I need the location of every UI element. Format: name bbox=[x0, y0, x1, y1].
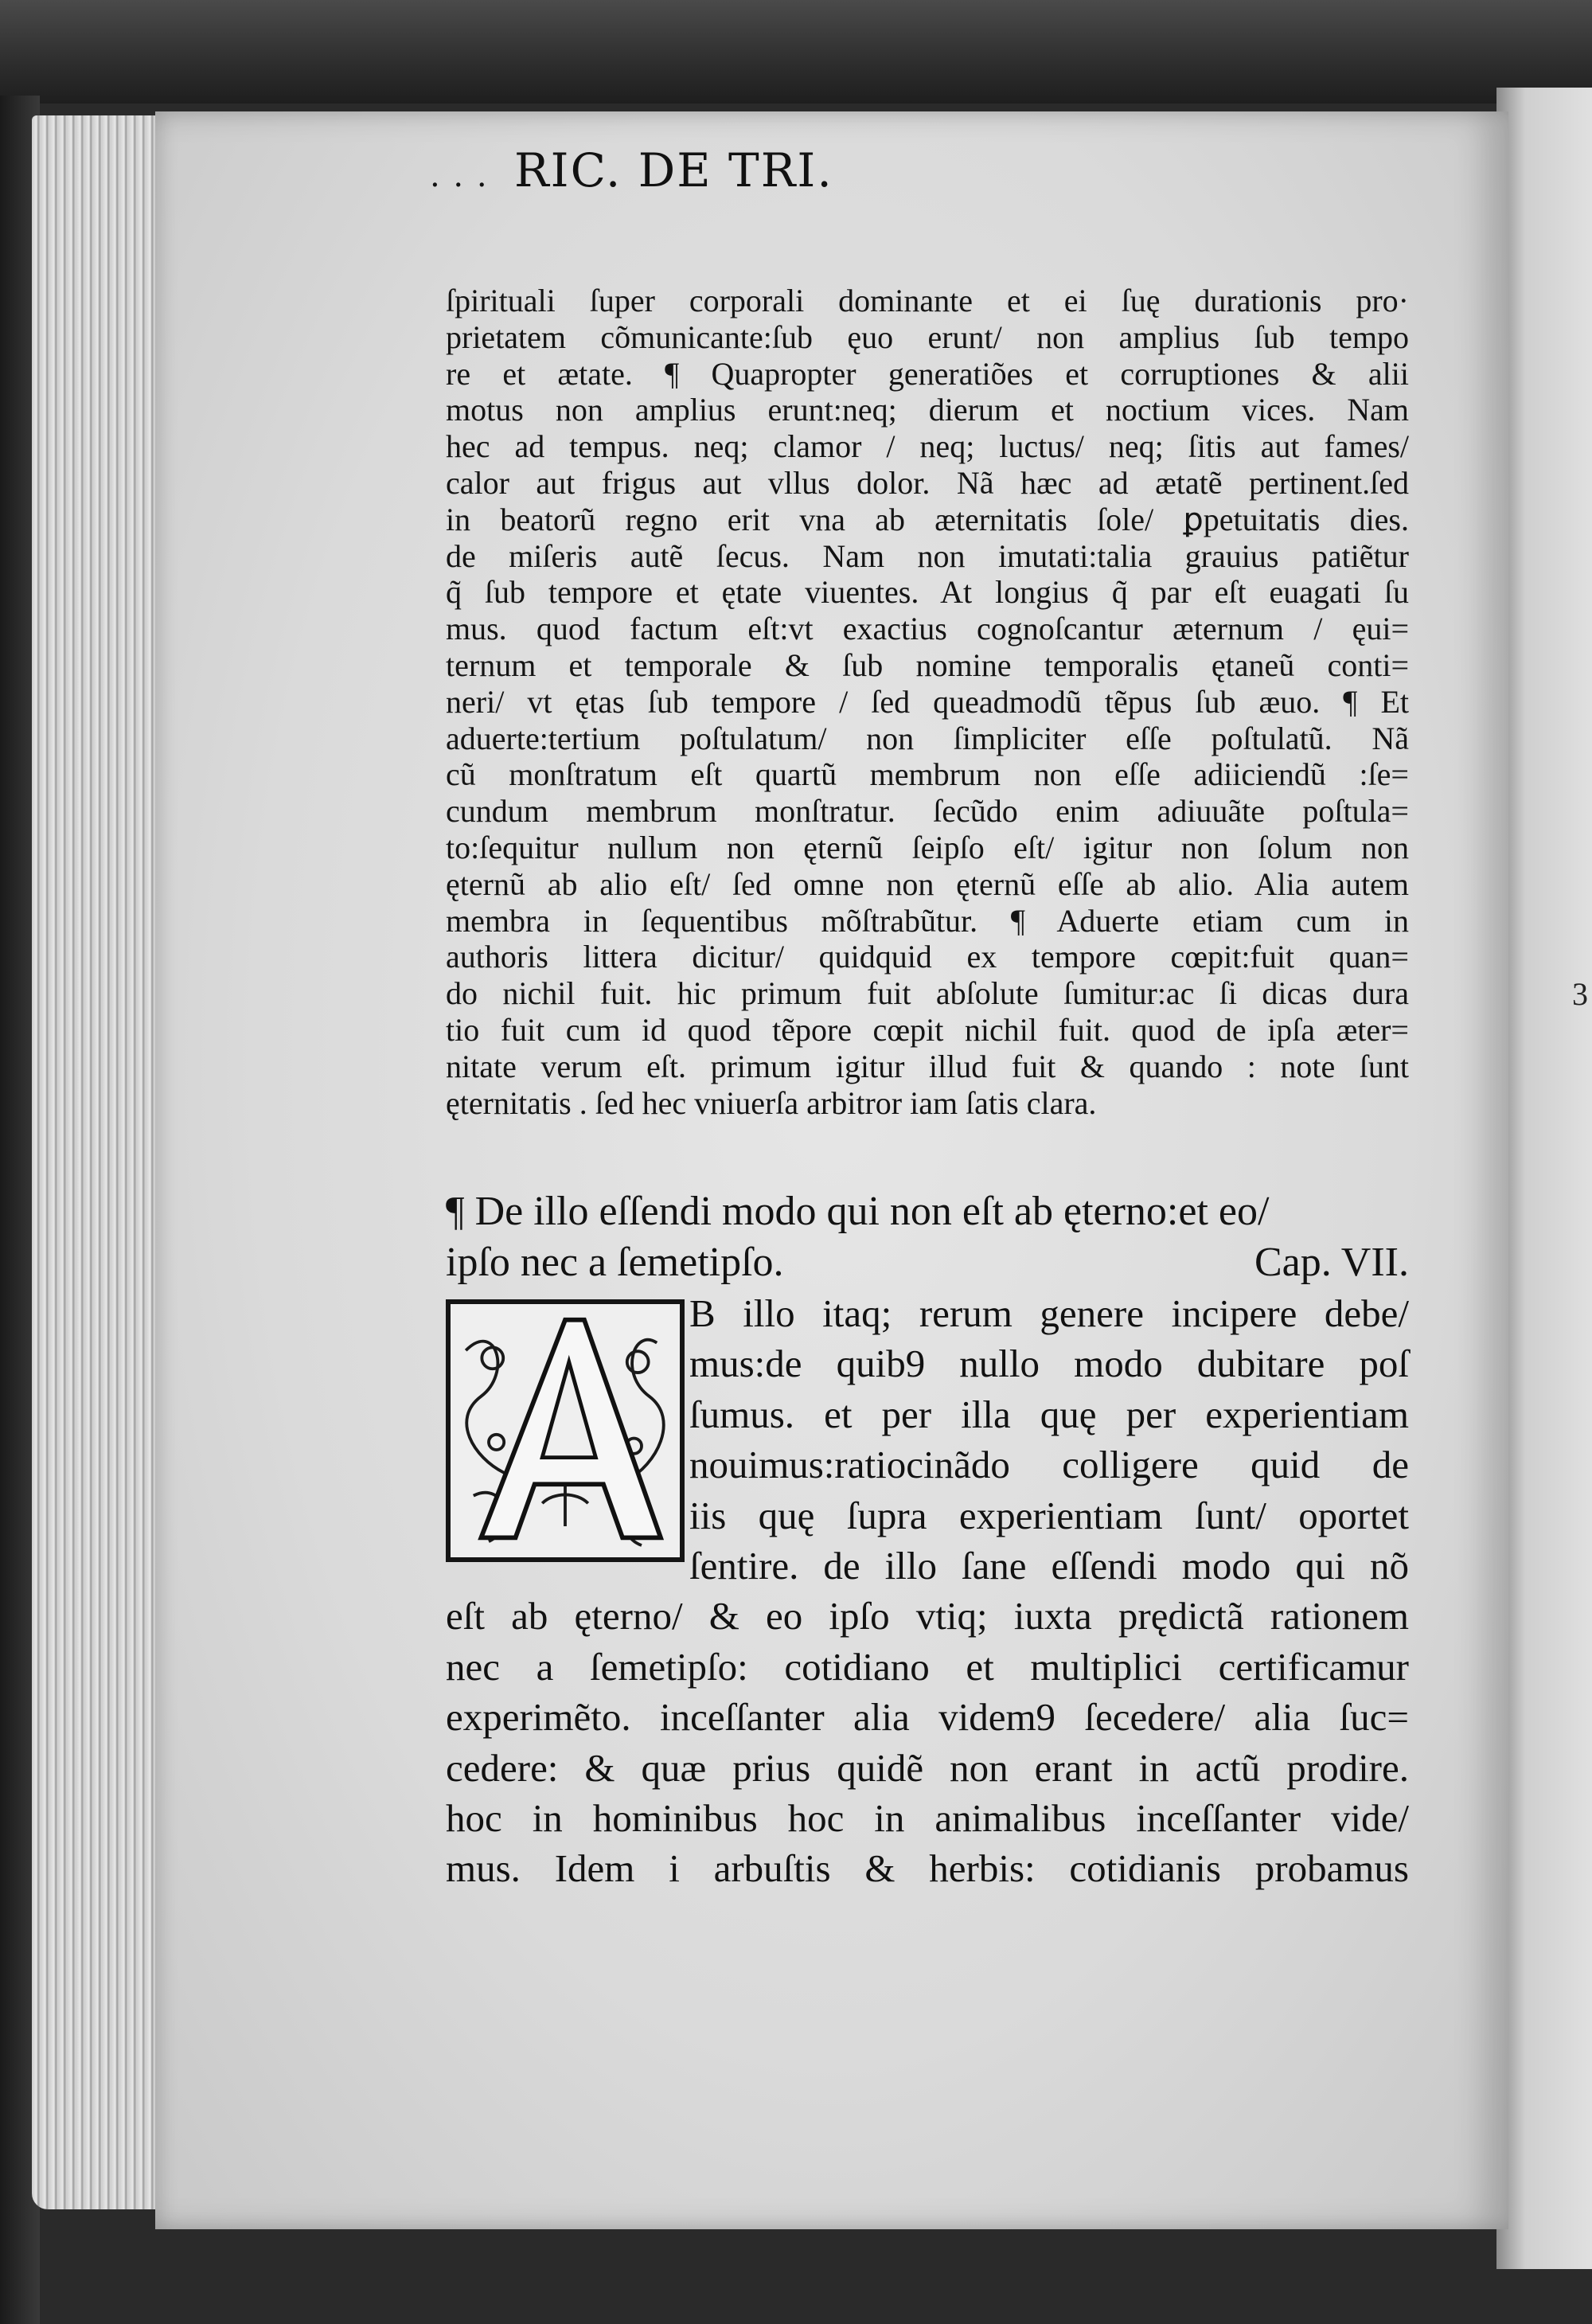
text-line: re et ætate. ¶ Quapropter generatiões et corruptiones & alii bbox=[446, 355, 1409, 392]
text-line: neri/ vt ętas ſub tempore / ſed queadmodũ tẽpus ſub æuo. ¶ Et bbox=[446, 683, 1409, 720]
text-line: experimẽto. inceſſanter alia videm9 ſecedere/ alia ſuc= bbox=[446, 1695, 1409, 1740]
commentary-text bbox=[446, 283, 1409, 1121]
facing-page bbox=[1496, 88, 1592, 2269]
header-dots: . . . bbox=[430, 158, 489, 194]
chapter-heading bbox=[446, 1186, 1409, 1288]
text-line: cundum membrum monſtratur. ſecũdo enim adiuuãte poſtula= bbox=[446, 793, 1409, 830]
text-line: hec ad tempus. neq; clamor / neq; luctus/ neq; ſitis aut fames/ bbox=[446, 428, 1409, 465]
text-line: tio fuit cum id quod tẽpore cœpit nichil fuit. quod de ipſa æter= bbox=[446, 1011, 1409, 1048]
text-line: mus. Idem i arbuſtis & herbis: cotidianis probamus bbox=[446, 1846, 1409, 1891]
text-line: authoris littera dicitur/ quidquid ex tempore cœpit:fuit quan= bbox=[446, 939, 1409, 975]
text-line: in beatorũ regno erit vna ab æternitatis ſole/ ꝑpetuitatis dies. bbox=[446, 501, 1409, 537]
text-line: ternum et temporale & ſub nomine temporalis ętaneũ conti= bbox=[446, 646, 1409, 683]
text-line: aduerte:tertium poſtulatum/ non ſimpliciter eſſe poſtulatũ. Nã bbox=[446, 720, 1409, 756]
chapter-number: Cap. VII. bbox=[1254, 1240, 1409, 1285]
text-line: calor aut frigus aut vllus dolor. Nã hæc ad ætatẽ pertinent.ſed bbox=[446, 464, 1409, 501]
chapter-heading-title-end: ipſo nec a ſemetipſo. bbox=[446, 1240, 784, 1285]
text-line: nec a ſemetipſo: cotidiano et multiplici certificamur bbox=[446, 1644, 1409, 1689]
text-line: mus. quod factum eſt:vt exactius cognoſcantur æternum / ęui= bbox=[446, 611, 1409, 647]
text-line: eſt ab ęterno/ & eo ipſo vtiq; iuxta prędictã rationem bbox=[446, 1594, 1409, 1639]
text-line: nitate verum eſt. primum igitur illud fuit & quando : note ſunt bbox=[446, 1048, 1409, 1084]
text-line: mus:de quib9 nullo modo dubitare poſ bbox=[689, 1342, 1409, 1386]
text-line: nouimus:ratiocinãdo colligere quid de bbox=[689, 1443, 1409, 1487]
book-cover-top bbox=[0, 0, 1592, 104]
chapter-heading-line1: ¶ De illo eſſendi modo qui non eſt ab ęterno:et eo/ bbox=[446, 1189, 1270, 1234]
text-line: de miſeris autẽ ſecus. Nam non imutati:talia grauius patiẽtur bbox=[446, 537, 1409, 574]
chapter-body-text bbox=[446, 1288, 1409, 1894]
text-line: cũ monſtratum eſt quartũ membrum non eſſe adiiciendũ :ſe= bbox=[446, 756, 1409, 793]
chapter-heading-line2 bbox=[446, 1237, 1409, 1288]
text-line: ſpirituali ſuper corporali dominante et ei ſuę durationis pro· bbox=[446, 283, 1409, 318]
text-line: prietatem cõmunicante:ſub ęuo erunt/ non amplius ſub tempo bbox=[446, 318, 1409, 355]
text-line: q̃ ſub tempore et ętate viuentes. At longius q̃ par eſt euagati ſu bbox=[446, 574, 1409, 611]
text-line: ęternũ ab alio eſt/ ſed omne non ęternũ eſſe ab alio. Alia autem bbox=[446, 865, 1409, 902]
text-line: motus non amplius erunt:neq; dierum et noctium vices. Nam bbox=[446, 392, 1409, 428]
margin-mark: 3 bbox=[1572, 976, 1588, 1012]
text-line: do nichil fuit. hic primum fuit abſolute ſumitur:ac ſi dicas dura bbox=[446, 975, 1409, 1012]
running-header bbox=[430, 143, 1226, 197]
text-line: cedere: & quæ prius quidẽ non erant in actũ prodire. bbox=[446, 1745, 1409, 1790]
text-line: ſumus. et per illa quę per experientiam bbox=[689, 1392, 1409, 1436]
running-title: RIC. DE TRI. bbox=[514, 143, 833, 197]
text-line: ſentire. de illo ſane eſſendi modo qui nõ bbox=[689, 1544, 1409, 1588]
text-line: hoc in hominibus hoc in animalibus inceſſanter vide/ bbox=[446, 1796, 1409, 1841]
text-line: ęternitatis . ſed hec vniuerſa arbitror iam ſatis clara. bbox=[446, 1084, 1097, 1121]
text-line: to:ſequitur nullum non ęternũ ſeipſo eſt/ igitur non ſolum non bbox=[446, 829, 1409, 865]
text-line: membra in ſequentibus mõſtrabũtur. ¶ Aduerte etiam cum in bbox=[446, 902, 1409, 939]
text-line: B illo itaq; rerum genere incipere debe/ bbox=[689, 1291, 1409, 1335]
page-edges bbox=[32, 115, 167, 2209]
text-line: iis quę ſupra experientiam ſunt/ oportet bbox=[689, 1493, 1409, 1537]
